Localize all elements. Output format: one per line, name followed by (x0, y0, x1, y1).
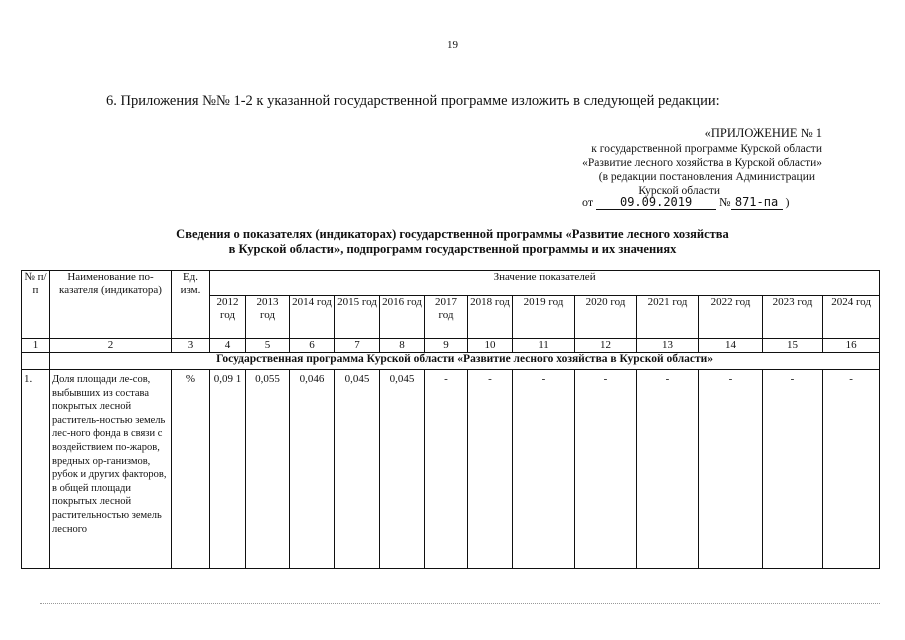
table-heading-line-1: Сведения о показателях (индикаторах) государственной программы «Развитие лесного хозяйства (176, 227, 729, 241)
section-row (22, 353, 880, 370)
col-number: 3 (172, 339, 210, 353)
section-title: Государственная программа Курской области «Развитие лесного хозяйства в Курской области» (50, 353, 880, 370)
decree-date: 09.09.2019 (596, 196, 716, 210)
row-value: - (425, 370, 468, 569)
year-cell: 2019 год (513, 296, 575, 339)
row-value: - (468, 370, 513, 569)
table-heading-line-2: в Курской области», подпрограмм государственной программы и их значениях (228, 242, 677, 256)
row-value: - (763, 370, 823, 569)
appendix-line-1: к государственной программе Курской области (591, 143, 822, 155)
col-number: 2 (50, 339, 172, 353)
intro-paragraph: 6. Приложения №№ 1-2 к указанной государственной программе изложить в следующей редакции: (106, 93, 720, 109)
page-divider (40, 603, 880, 604)
decree-close-paren: ) (785, 195, 790, 209)
row-value: 0,045 (335, 370, 380, 569)
row-indicator-name: Доля площади ле-сов, выбывших из состава покрытых лесной раститель-ностью земель лес-ного фонда в связи с воздействием по-жаров, вредных ор-ганизмов, рубок и других факторов, в общей площади покрытых лесной растительностью земель лесного (50, 370, 172, 569)
row-value: - (575, 370, 637, 569)
year-cell: 2024 год (823, 296, 880, 339)
year-cell: 2020 год (575, 296, 637, 339)
year-cell: 2015 год (335, 296, 380, 339)
col-number: 4 (210, 339, 246, 353)
appendix-line-2: «Развитие лесного хозяйства в Курской области» (582, 157, 822, 169)
col-number: 5 (246, 339, 290, 353)
header-unit: Ед. изм. (172, 271, 210, 339)
col-number: 9 (425, 339, 468, 353)
decree-reference (582, 195, 790, 210)
indicators-table (21, 270, 880, 569)
year-cell: 2022 год (699, 296, 763, 339)
header-num: № п/п (22, 271, 50, 339)
col-number: 8 (380, 339, 425, 353)
table-row (22, 370, 880, 569)
decree-from-label: от (582, 195, 594, 209)
col-number: 10 (468, 339, 513, 353)
decree-number-label: № (719, 195, 731, 209)
row-value: - (513, 370, 575, 569)
header-values: Значение показателей (210, 271, 880, 296)
year-cell: 2023 год (763, 296, 823, 339)
year-cell: 2012 год (210, 296, 246, 339)
row-value: 0,046 (290, 370, 335, 569)
appendix-line-4: Курской области (638, 185, 720, 197)
row-value: 0,045 (380, 370, 425, 569)
page-number: 19 (447, 39, 458, 51)
row-value: 0,09 1 (210, 370, 246, 569)
col-number: 15 (763, 339, 823, 353)
row-value: - (823, 370, 880, 569)
col-number: 12 (575, 339, 637, 353)
year-cell: 2018 год (468, 296, 513, 339)
table-heading (0, 227, 905, 257)
year-cell: 2021 год (637, 296, 699, 339)
row-value: - (699, 370, 763, 569)
header-name: Наименование по-казателя (индикатора) (50, 271, 172, 339)
table-header-row (22, 271, 880, 296)
year-cell: 2013 год (246, 296, 290, 339)
year-cell: 2016 год (380, 296, 425, 339)
year-cell: 2014 год (290, 296, 335, 339)
row-unit: % (172, 370, 210, 569)
col-number: 1 (22, 339, 50, 353)
col-number: 14 (699, 339, 763, 353)
column-numbers-row (22, 339, 880, 353)
decree-number: 871-па (731, 196, 783, 210)
row-value: - (637, 370, 699, 569)
col-number: 6 (290, 339, 335, 353)
col-number: 7 (335, 339, 380, 353)
appendix-title: «ПРИЛОЖЕНИЕ № 1 (704, 126, 822, 140)
section-empty-cell (22, 353, 50, 370)
col-number: 11 (513, 339, 575, 353)
year-cell: 2017 год (425, 296, 468, 339)
row-num: 1. (22, 370, 50, 569)
appendix-line-3: (в редакции постановления Администрации (598, 171, 815, 183)
row-value: 0,055 (246, 370, 290, 569)
col-number: 13 (637, 339, 699, 353)
col-number: 16 (823, 339, 880, 353)
